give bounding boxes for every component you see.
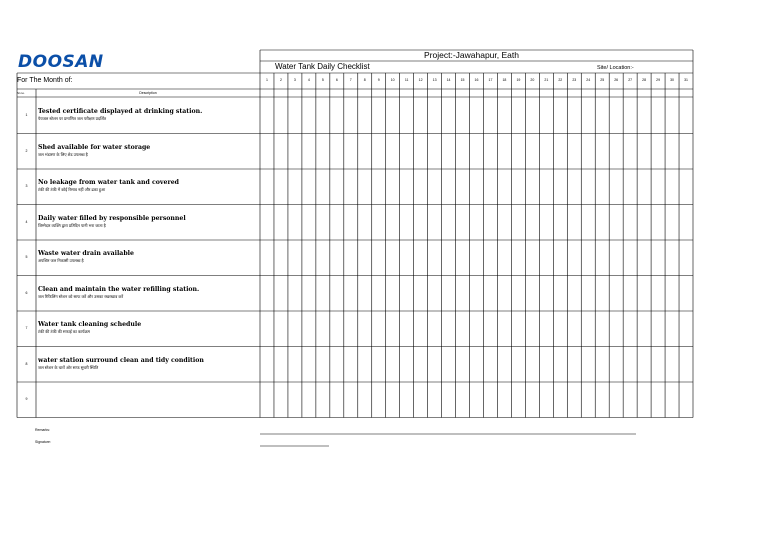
day-number: 28 — [642, 78, 647, 82]
day-number: 8 — [363, 78, 366, 82]
signature-label: Signature: — [35, 440, 51, 444]
item-description-english: Clean and maintain the water refilling station. — [38, 285, 200, 293]
item-number: 9 — [25, 397, 28, 401]
month-label: For The Month of: — [17, 77, 73, 84]
item-description-hindi: जल रिफिलिंग स्टेशन को साफ करें और उसका रखरखाव करें — [38, 293, 124, 299]
day-number: 13 — [432, 78, 437, 82]
day-number: 4 — [307, 78, 310, 82]
doosan-logo: DOOSAN — [18, 52, 104, 72]
day-number: 24 — [586, 78, 591, 82]
day-number: 9 — [377, 78, 380, 82]
item-number: 3 — [25, 184, 28, 188]
day-number: 11 — [404, 78, 409, 82]
day-number: 2 — [279, 78, 282, 82]
item-number: 1 — [25, 113, 28, 117]
day-number: 17 — [488, 78, 493, 82]
site-location-label: Site/ Location:- — [597, 65, 634, 71]
day-number: 21 — [544, 78, 549, 82]
item-number: 6 — [25, 290, 28, 295]
item-description-hindi: पेयजल स्टेशन पर प्रमाणित जल परीक्षण प्रदर्शित — [38, 116, 107, 121]
item-description-hindi: जिम्मेदार व्यक्ति द्वारा प्रतिदिन पानी भरा जाता है — [38, 222, 106, 228]
day-number: 31 — [684, 78, 688, 82]
day-number: 3 — [293, 78, 296, 82]
day-number: 27 — [628, 78, 633, 82]
day-number: 29 — [656, 78, 661, 82]
day-number: 16 — [474, 78, 479, 82]
day-number: 26 — [614, 78, 619, 82]
day-number: 12 — [418, 78, 423, 82]
day-number: 5 — [321, 78, 324, 82]
day-number: 14 — [446, 78, 451, 82]
day-number: 19 — [516, 78, 521, 82]
item-description-english: Waste water drain available — [38, 250, 134, 257]
item-description-hindi: टंकी की टंकी की सफाई का कार्यक्रम — [38, 329, 90, 334]
item-number: 8 — [25, 361, 28, 366]
day-number: 15 — [460, 78, 465, 82]
item-description-hindi: जल भंडारण के लिए शेड उपलब्ध है — [38, 151, 88, 157]
day-number: 22 — [558, 78, 563, 82]
day-number: 6 — [335, 78, 338, 82]
item-number: 4 — [25, 219, 28, 224]
item-number: 2 — [25, 148, 28, 153]
day-number: 18 — [502, 78, 507, 82]
remarks-label: Remarks: — [35, 428, 50, 432]
item-description-english: Shed available for water storage — [38, 143, 151, 151]
day-number: 20 — [530, 78, 535, 82]
item-description-english: No leakage from water tank and covered — [38, 179, 179, 186]
sno-header: Sr.no. — [17, 91, 25, 95]
day-number: 10 — [390, 78, 395, 82]
item-description-hindi: जल स्टेशन के चारों ओर साफ सुथरी स्थिति — [38, 364, 99, 370]
item-number: 7 — [25, 326, 28, 330]
day-number: 25 — [600, 78, 605, 82]
item-number: 5 — [25, 255, 28, 259]
item-description-english: Water tank cleaning schedule — [38, 321, 142, 328]
item-description-english: Daily water filled by responsible personnel — [38, 214, 186, 222]
project-name: Project:-Jawahapur, Eath — [424, 50, 519, 60]
day-number: 1 — [265, 78, 268, 82]
description-header: Description — [139, 91, 157, 95]
item-description-hindi: अपशिष्ट जल निकासी उपलब्ध है — [38, 258, 84, 263]
day-number: 7 — [349, 78, 352, 82]
day-number: 30 — [670, 78, 674, 82]
item-description-hindi: टंकी की टंकी में कोई रिसाव नहीं और ढका हुआ — [38, 187, 106, 192]
item-description-english: water station surround clean and tidy condition — [38, 356, 204, 364]
item-description-english: Tested certificate displayed at drinking station. — [38, 108, 203, 115]
day-number: 23 — [572, 78, 577, 82]
checklist-title: Water Tank Daily Checklist — [275, 62, 370, 71]
